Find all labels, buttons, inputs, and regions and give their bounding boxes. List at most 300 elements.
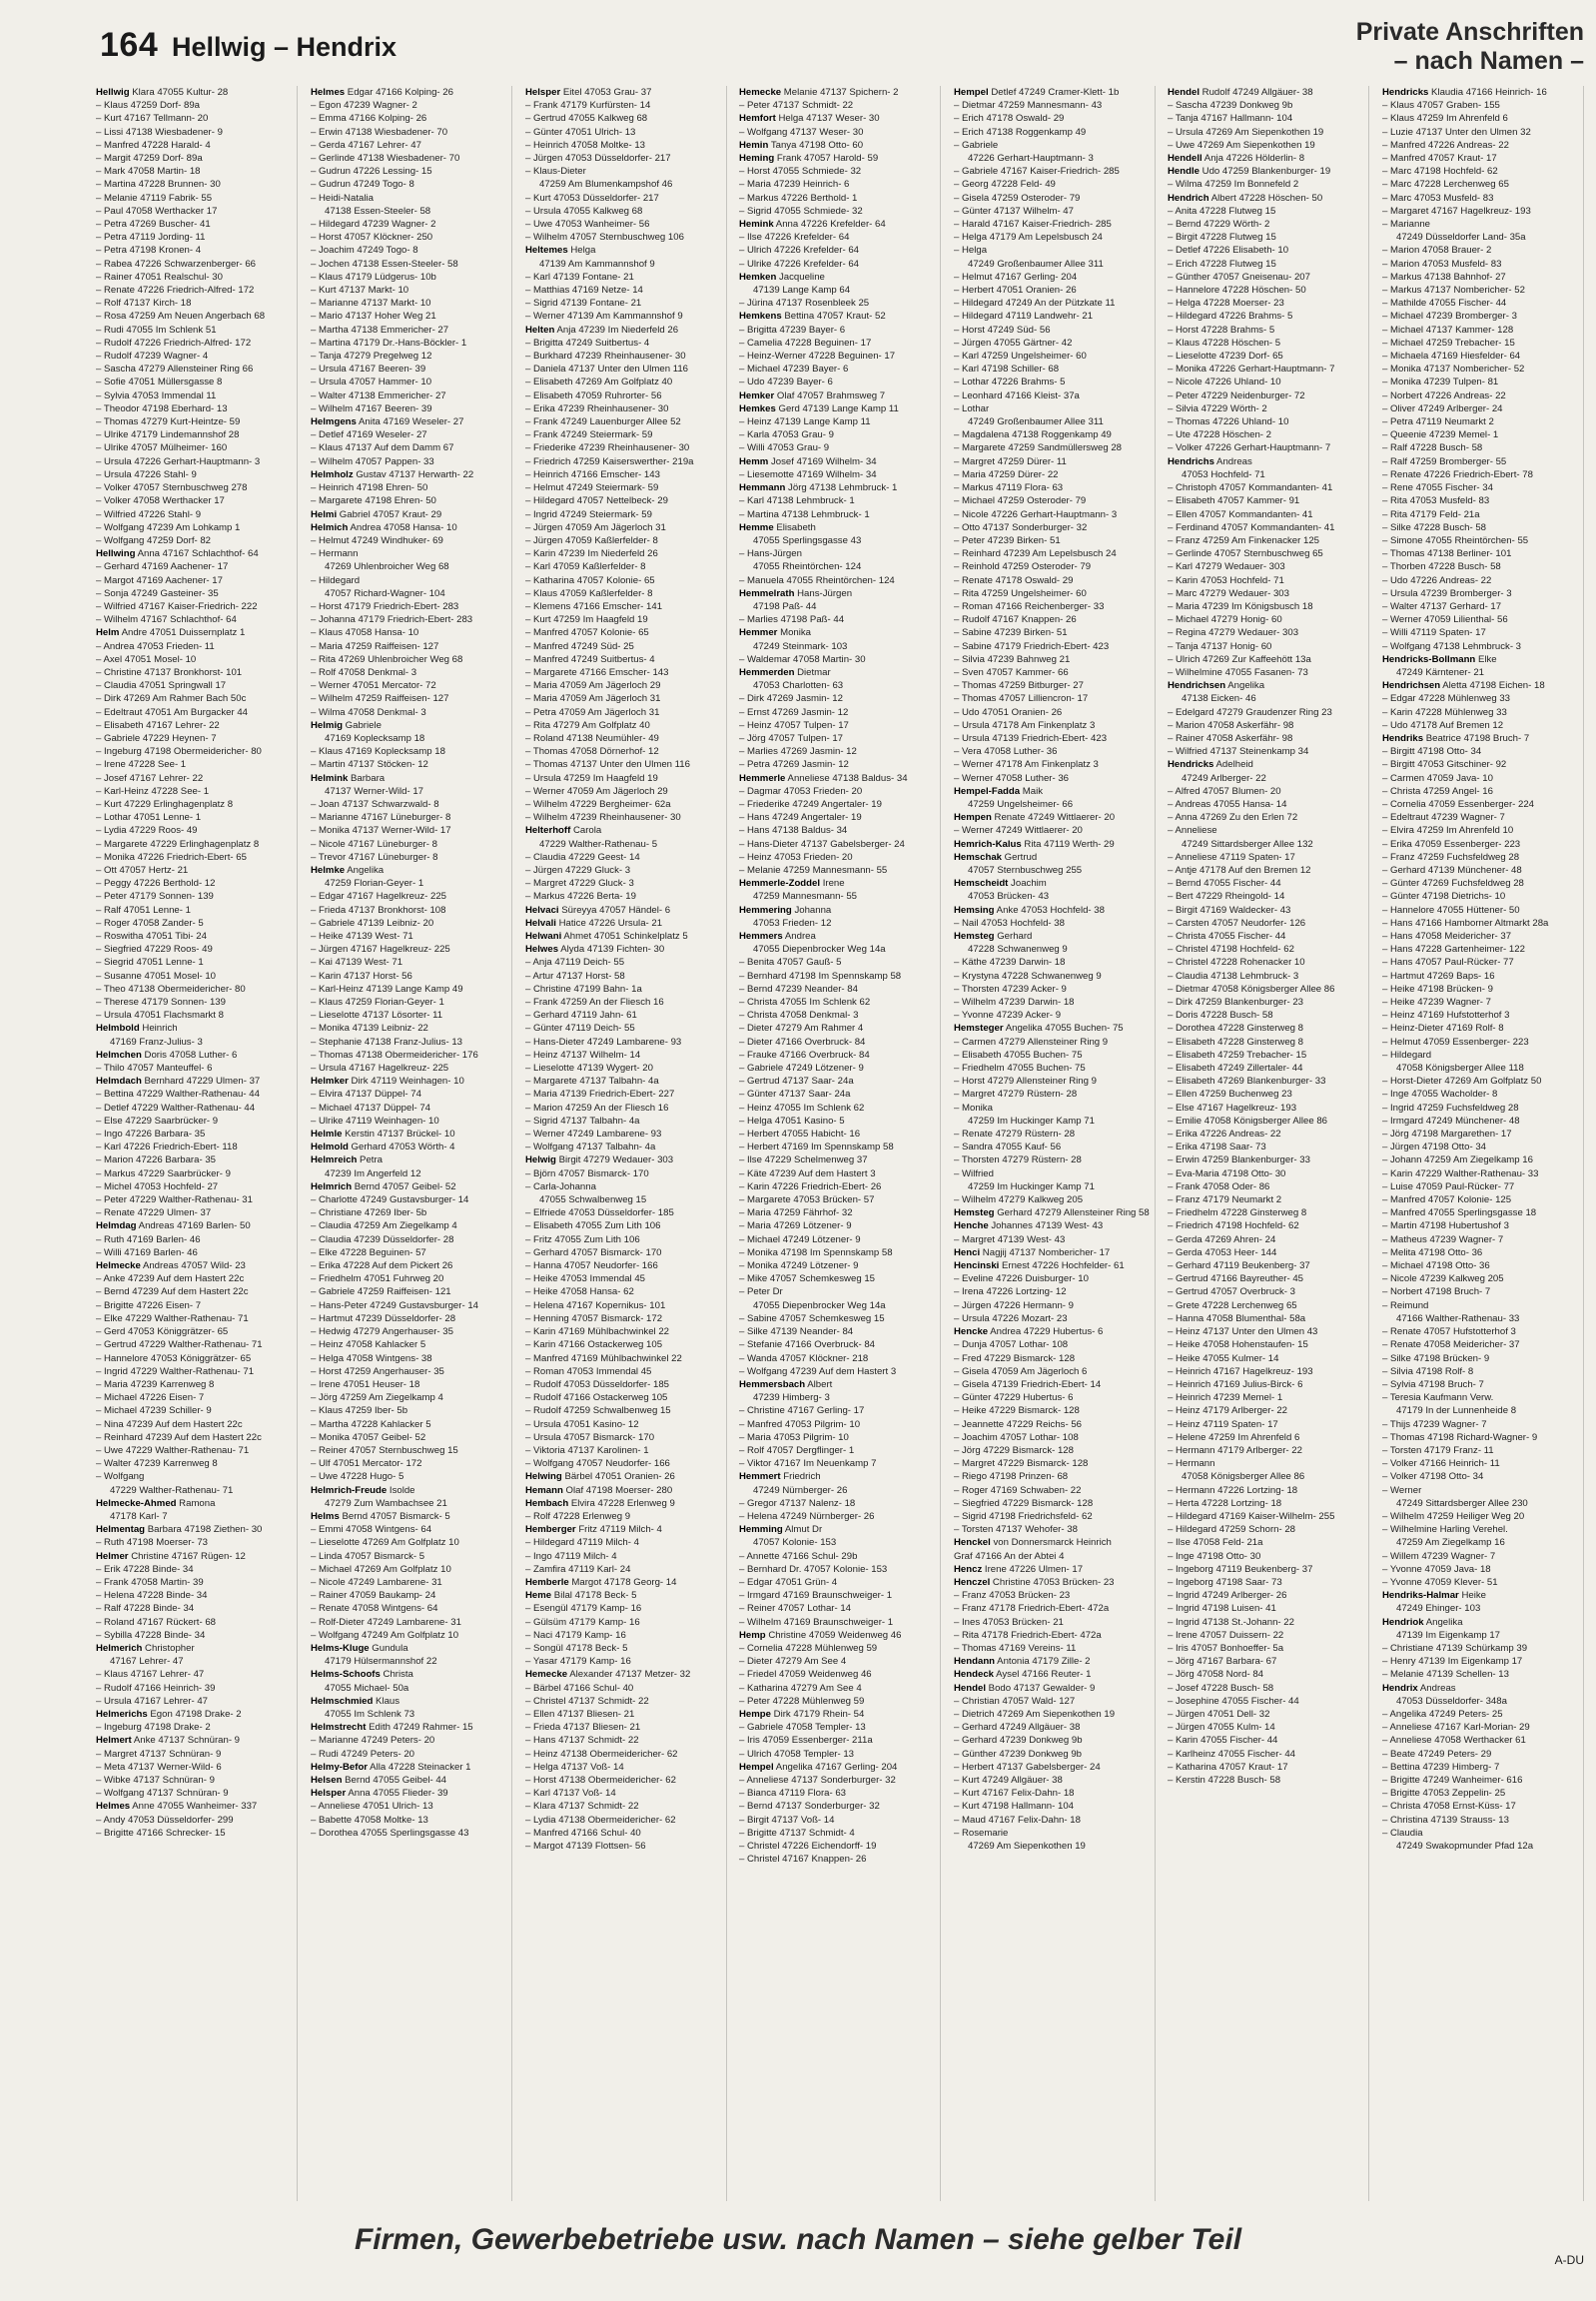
directory-entry: – Thomas 47279 Kurt-Heintze- 59: [96, 416, 241, 428]
directory-entry: – Theo 47138 Obermeidericher- 80: [96, 983, 246, 995]
directory-entry: 47279 Zum Wambachsee 21: [325, 1497, 447, 1509]
directory-entry: 47055 Schwalbenweg 15: [539, 1194, 647, 1206]
directory-entry: – Elisabeth 47269 Am Golfplatz 40: [525, 377, 673, 388]
directory-entry: Hemmann Jörg 47138 Lehmbruck- 1: [739, 482, 898, 494]
directory-entry: – Karl 47137 Voß- 14: [525, 1788, 616, 1800]
directory-entry: – Irene 47057 Duissern- 22: [1168, 1629, 1284, 1641]
directory-entry: – Melanie 47139 Schellen- 13: [1382, 1669, 1509, 1681]
directory-entry: – Emilie 47058 Königsberger Allee 86: [1168, 1115, 1328, 1127]
directory-entry: – Irmgard 47169 Braunschweiger- 1: [739, 1590, 893, 1602]
directory-entry: – Jeannette 47229 Reichs- 56: [954, 1418, 1083, 1430]
directory-entry: – Manfred 47228 Harald- 4: [96, 139, 211, 151]
directory-entry: – Jörg 47229 Bismarck- 128: [954, 1444, 1074, 1456]
directory-entry: – Karl 47226 Friedrich-Ebert- 118: [96, 1142, 238, 1153]
directory-entry: – Kurt 47198 Hallmann- 104: [954, 1801, 1074, 1813]
directory-entry: – Karin 47053 Hochfeld- 71: [1168, 574, 1284, 586]
directory-entry: – Bernhard 47198 Im Spennskamp 58: [739, 970, 902, 982]
directory-entry: – Klaus 47057 Graben- 155: [1382, 100, 1500, 112]
directory-entry: Hemmer Monika: [739, 627, 811, 639]
directory-entry: – Elisabeth 47269 Blankenburger- 33: [1168, 1076, 1326, 1088]
directory-entry: – Roland 47167 Rückert- 68: [96, 1616, 216, 1628]
directory-entry: – Michael 47226 Eisen- 7: [96, 1392, 205, 1404]
directory-entry: – Ingo 47119 Milch- 4: [525, 1550, 617, 1562]
directory-entry: – Ellen 47137 Bliesen- 21: [525, 1708, 635, 1720]
directory-entry: – Hartmut 47269 Baps- 16: [1382, 970, 1495, 982]
directory-entry: – Benita 47057 Gauß- 5: [739, 957, 842, 969]
directory-entry: – Günther 47239 Donkweg 9b: [954, 1748, 1083, 1760]
directory-entry: Henche Johannes 47139 West- 43: [954, 1220, 1104, 1232]
directory-entry: – Otto 47137 Sonderburger- 32: [954, 521, 1088, 533]
directory-entry: – Hildegard 47259 Schorn- 28: [1168, 1524, 1296, 1536]
directory-entry: – Hans 47057 Paul-Rücker- 77: [1382, 957, 1514, 969]
directory-entry: – Erika 47239 Rheinhausener- 30: [525, 402, 669, 414]
directory-entry: – Irene 47051 Heuser- 18: [311, 1378, 420, 1390]
directory-entry: – Nail 47053 Hochfeld- 38: [954, 917, 1065, 929]
directory-entry: – Günter 47137 Wilhelm- 47: [954, 205, 1074, 217]
directory-entry: Helmold Gerhard 47053 Wörth- 4: [311, 1142, 455, 1153]
directory-entry: – Wilhelm 47259 Raiffeisen- 127: [311, 693, 449, 705]
directory-entry: – Hans 47137 Schmidt- 22: [525, 1735, 639, 1747]
directory-entry: – Margarete 47053 Brücken- 57: [739, 1194, 875, 1206]
directory-entry: – Stefanie 47166 Overbruck- 84: [739, 1339, 875, 1351]
directory-entry: – Günter 47198 Dietrichs- 10: [1382, 891, 1506, 903]
directory-entry: – Michael 47269 Am Golfplatz 10: [311, 1563, 451, 1575]
directory-entry: – Ursula 47051 Flachsmarkt 8: [96, 1010, 224, 1022]
directory-entry: Helwes Alyda 47139 Fichten- 30: [525, 944, 665, 956]
directory-entry: – Brigitta 47249 Suitbertus- 4: [525, 337, 650, 349]
directory-entry: – Monika 47137 Werner-Wild- 17: [311, 825, 451, 837]
directory-entry: – Ursula 47226 Gerhart-Hauptmann- 3: [96, 455, 261, 467]
directory-entry: – Eva-Maria 47198 Otto- 30: [1168, 1167, 1286, 1179]
directory-entry: – Rita 47259 Ungelsheimer- 60: [954, 587, 1087, 599]
directory-entry: – Klaus 47259 Dorf- 89a: [96, 100, 200, 112]
directory-entry: – Ulrich 47226 Krefelder- 64: [739, 245, 859, 257]
directory-entry: – Dietrich 47269 Am Siepenkothen 19: [954, 1708, 1116, 1720]
directory-entry: – Dieter 47166 Overbruck- 84: [739, 1036, 866, 1048]
directory-entry: – Margit 47259 Dorf- 89a: [96, 153, 203, 165]
directory-entry: – Renate 47226 Friedrich-Ebert- 78: [1382, 468, 1533, 480]
directory-entry: – Elisabeth 47055 Buchen- 75: [954, 1049, 1083, 1061]
directory-entry: Hemm Josef 47169 Wilhelm- 34: [739, 455, 877, 467]
directory-entry: – Zamfira 47119 Karl- 24: [525, 1563, 631, 1575]
directory-entry: – Elisabeth 47259 Trebacher- 15: [1168, 1049, 1307, 1061]
directory-entry: – Frank 47058 Oder- 86: [1168, 1180, 1270, 1192]
directory-entry: – Friederike 47239 Rheinhausener- 30: [525, 442, 690, 454]
directory-entry: – Brigitte 47226 Eisen- 7: [96, 1299, 202, 1311]
directory-entry: – Michael 47279 Honig- 60: [1168, 614, 1282, 626]
directory-entry: – Reinhold 47259 Osteroder- 79: [954, 561, 1092, 573]
directory-entry: Helmig Gabriele: [311, 719, 382, 731]
section-title-line-1: Private Anschriften: [1355, 18, 1584, 46]
directory-entry: – Franz 47259 Fuchsfeldweg 28: [1382, 851, 1520, 863]
directory-entry: Hempel Detlef 47249 Cramer-Klett- 1b: [954, 87, 1120, 98]
directory-entry: Hemken Jacqueline: [739, 271, 825, 283]
directory-entry: – Viktoria 47137 Karolinen- 1: [525, 1444, 649, 1456]
directory-entry: – Jörg 47198 Margarethen- 17: [1382, 1129, 1512, 1141]
directory-entry: – Werner 47249 Wittlaerer- 20: [954, 825, 1083, 837]
directory-entry: – Cornelia 47059 Essenberger- 224: [1382, 798, 1535, 810]
directory-entry: – Lieselotte 47269 Am Golfplatz 10: [311, 1537, 459, 1549]
directory-entry: – Katharina 47279 Am See 4: [739, 1682, 862, 1694]
directory-entry: – Gertrud 47229 Walther-Rathenau- 71: [96, 1339, 263, 1351]
directory-entry: – Thilo 47057 Manteuffel- 6: [96, 1063, 213, 1075]
directory-entry: – Christiane 47269 Iber- 5b: [311, 1207, 427, 1219]
directory-entry: – Stephanie 47138 Franz-Julius- 13: [311, 1036, 462, 1048]
directory-entry: – Gudrun 47249 Togo- 8: [311, 179, 414, 191]
directory-entry: – Gertrud 47137 Saar- 24a: [739, 1076, 854, 1088]
directory-entry: – Maud 47167 Felix-Dahn- 18: [954, 1814, 1081, 1826]
directory-entry: Hemmerle-Zoddel Irene: [739, 878, 845, 890]
directory-entry: – Klaus 47167 Lehrer- 47: [96, 1669, 205, 1681]
directory-entry: 47169 Franz-Julius- 3: [110, 1036, 203, 1048]
directory-entry: – Günter 47229 Hubertus- 6: [954, 1392, 1074, 1404]
directory-entry: 47055 Michael- 50a: [325, 1682, 409, 1694]
directory-entry: – Silvia 47229 Wörth- 2: [1168, 402, 1267, 414]
directory-entry: 47249 Nürnberger- 26: [753, 1484, 848, 1496]
directory-entry: – Yvonne 47059 Java- 18: [1382, 1563, 1491, 1575]
directory-entry: – Burkhard 47239 Rheinhausener- 30: [525, 351, 686, 363]
directory-entry: – Wolfgang 47259 Dorf- 82: [96, 534, 212, 546]
directory-entry: – Tanja 47167 Hallmann- 104: [1168, 113, 1293, 125]
directory-entry: – Wolfgang 47138 Lehmbruck- 3: [1382, 640, 1522, 652]
directory-entry: – Monika 47198 Im Spennskamp 58: [739, 1246, 893, 1258]
directory-entry: – Lieselotte 47139 Wygert- 20: [525, 1063, 653, 1075]
directory-entry: – Rainer 47058 Askerfähr- 98: [1168, 732, 1293, 744]
directory-entry: – Volker 47198 Otto- 34: [1382, 1471, 1484, 1483]
directory-entry: – Eveline 47226 Duisburger- 10: [954, 1273, 1089, 1285]
directory-entry: – Maria 47059 Am Jägerloch 29: [525, 680, 661, 692]
directory-entry: Heltemes Helga: [525, 245, 596, 257]
directory-entry: – Manfred 47249 Süd- 25: [525, 640, 634, 652]
directory-entry: 47259 Am Ziegelkamp 16: [1396, 1537, 1505, 1549]
directory-entry: – Manfred 47169 Mühlbachwinkel 22: [525, 1352, 682, 1364]
directory-entry: – Christel 47198 Hochfeld- 62: [1168, 944, 1294, 956]
directory-entry: Helvaci Süreyya 47057 Händel- 6: [525, 904, 671, 916]
directory-entry: – Hans-Dieter 47249 Lambarene- 93: [525, 1036, 682, 1048]
directory-entry: – Egon 47239 Wagner- 2: [311, 100, 417, 112]
directory-entry: – Ilse 47058 Feld- 21a: [1168, 1537, 1263, 1549]
directory-entry: – Manfred 47166 Schul- 40: [525, 1827, 641, 1839]
directory-entry: – Bärbel 47166 Schul- 40: [525, 1682, 634, 1694]
directory-entry: 47229 Walther-Rathenau- 5: [539, 838, 658, 850]
directory-entry: – Hartmut 47239 Düsseldorfer- 28: [311, 1312, 456, 1324]
directory-entry: – Margot 47169 Aachener- 17: [96, 574, 223, 586]
directory-entry: – Klemens 47166 Emscher- 141: [525, 600, 663, 612]
directory-entry: – Michael 47259 Osteroder- 79: [954, 495, 1087, 507]
directory-entry: – Ingeborg 47119 Beukenberg- 37: [1168, 1563, 1313, 1575]
directory-entry: – Petra 47059 Am Jägerloch 31: [525, 706, 660, 718]
directory-entry: 47239 Himberg- 3: [753, 1392, 830, 1404]
directory-entry: – Rita 47269 Uhlenbroicher Weg 68: [311, 653, 463, 665]
directory-entry: – Renate 47229 Ulmen- 37: [96, 1207, 212, 1219]
directory-entry: – Friedel 47059 Weidenweg 46: [739, 1669, 872, 1681]
directory-entry: – Wilhelm 47259 Heiliger Weg 20: [1382, 1510, 1525, 1522]
directory-entry: – Walter 47137 Gerhard- 17: [1382, 600, 1502, 612]
directory-entry: – Heike 47198 Brücken- 9: [1382, 983, 1493, 995]
directory-entry: – Sigrid 47198 Friedrichsfeld- 62: [954, 1510, 1093, 1522]
directory-entry: – Bernd 47239 Auf dem Hastert 22c: [96, 1286, 249, 1298]
directory-entry: 47053 Hochfeld- 71: [1182, 468, 1265, 480]
directory-entry: – Uwe 47269 Am Siepenkothen 19: [1168, 139, 1315, 151]
directory-entry: – Liesemotte 47169 Wilhelm- 34: [739, 468, 877, 480]
directory-entry: – Heinz 47058 Kahlacker 5: [311, 1339, 426, 1351]
directory-entry: – Wolfgang 47249 Am Golfplatz 10: [311, 1629, 459, 1641]
directory-entry: – Roswitha 47051 Tibi- 24: [96, 931, 207, 942]
directory-entry: Hendrichsen Aletta 47198 Eichen- 18: [1382, 680, 1545, 692]
directory-entry: 47055 Diepenbrocker Weg 14a: [753, 944, 886, 956]
directory-entry: – Martha 47228 Kahlacker 5: [311, 1418, 431, 1430]
directory-entry: Hendricks Klaudia 47166 Heinrich- 16: [1382, 87, 1547, 98]
directory-entry: – Sylvia 47198 Bruch- 7: [1382, 1378, 1484, 1390]
directory-entry: – Volker 47057 Sternbuschweg 278: [96, 482, 248, 494]
directory-entry: – Rosemarie: [954, 1827, 1009, 1839]
directory-entry: – Marc 47279 Wedauer- 303: [1168, 587, 1289, 599]
directory-entry: – Margarete 47198 Ehren- 50: [311, 495, 436, 507]
directory-entry: – Irene 47228 See- 1: [96, 759, 187, 771]
directory-entry: – Elke 47228 Beguinen- 57: [311, 1246, 426, 1258]
directory-entry: – Axel 47051 Mosel- 10: [96, 653, 197, 665]
directory-entry: – Ulrike 47226 Krefelder- 64: [739, 258, 859, 270]
directory-entry: – Therese 47179 Sonnen- 139: [96, 997, 226, 1009]
directory-entry: – Bianca 47119 Flora- 63: [739, 1788, 847, 1800]
directory-entry: – Paul 47058 Werthacker 17: [96, 205, 218, 217]
directory-entry: 47139 Im Eigenkamp 17: [1396, 1629, 1500, 1641]
directory-entry: – Maria 47139 Friedrich-Ebert- 227: [525, 1089, 675, 1101]
directory-entry: Helmle Kerstin 47137 Brückel- 10: [311, 1129, 455, 1141]
directory-entry: – Simone 47055 Rheintörchen- 55: [1382, 534, 1529, 546]
directory-entry: – Frank 47179 Kurfürsten- 14: [525, 100, 651, 112]
directory-entry: Hemmering Johanna: [739, 904, 832, 916]
directory-entry: – Wolfgang 47239 Auf dem Hastert 3: [739, 1365, 897, 1377]
directory-entry: – Wilhelm 47239 Rheinhausener- 30: [525, 812, 681, 824]
directory-entry: – Yvonne 47239 Acker- 9: [954, 1010, 1062, 1022]
directory-entry: – Harald 47167 Kaiser-Friedrich- 285: [954, 219, 1112, 231]
name-range: Hellwig – Hendrix: [172, 32, 398, 62]
directory-entry: – Jürgen 47051 Dell- 32: [1168, 1708, 1270, 1720]
directory-entry: – Hildegard 47119 Milch- 4: [525, 1537, 639, 1549]
directory-entry: Hendell Anja 47226 Hölderlin- 8: [1168, 153, 1305, 165]
directory-entry: – Hermann: [311, 548, 359, 560]
directory-entry: – Iris 47059 Essenberger- 211a: [739, 1735, 873, 1747]
directory-entry: 47055 Sperlingsgasse 43: [753, 534, 862, 546]
directory-entry: – Karin 47169 Mühlbachwinkel 22: [525, 1326, 669, 1338]
directory-entry: – Bernhard Dr. 47057 Kolonie- 153: [739, 1563, 888, 1575]
directory-columns: [96, 86, 1588, 2201]
directory-entry: – Franz 47053 Brücken- 23: [954, 1590, 1071, 1602]
directory-entry: Hemscheidt Joachim: [954, 878, 1047, 890]
directory-entry: – Wilfried 47167 Kaiser-Friedrich- 222: [96, 600, 258, 612]
directory-entry: – Reiner 47057 Lothar- 14: [739, 1603, 852, 1615]
directory-entry: – Jürgen 47229 Gluck- 3: [525, 864, 631, 876]
directory-entry: Heming Frank 47057 Harold- 59: [739, 153, 879, 165]
directory-entry: – Iris 47057 Bonhoeffer- 5a: [1168, 1642, 1284, 1654]
directory-entry: – Friedhelm 47055 Buchen- 75: [954, 1063, 1086, 1075]
directory-entry: – Wolfgang 47137 Weser- 30: [739, 126, 864, 138]
directory-entry: – Rainer 47051 Realschul- 30: [96, 271, 223, 283]
directory-entry: – Markus 47226 Berthold- 1: [739, 192, 858, 204]
directory-entry: – Silke 47228 Busch- 58: [1382, 521, 1486, 533]
directory-entry: – Elisabeth 47228 Ginsterweg 8: [1168, 1036, 1303, 1048]
directory-entry: – Marlies 47269 Jasmin- 12: [739, 746, 857, 758]
directory-entry: – Margarete 47229 Erlinghagenplatz 8: [96, 838, 260, 850]
directory-entry: – Heinz-Werner 47228 Beguinen- 17: [739, 351, 896, 363]
directory-entry: – Jörg 47167 Barbara- 67: [1168, 1656, 1277, 1668]
directory-entry: Helmke Angelika: [311, 864, 385, 876]
directory-entry: Hemker Olaf 47057 Brahmsweg 7: [739, 389, 886, 401]
directory-entry: – Herta 47228 Lortzing- 18: [1168, 1497, 1282, 1509]
directory-entry: – Jörg 47058 Nord- 84: [1168, 1669, 1263, 1681]
directory-entry: – Susanne 47051 Mosel- 10: [96, 970, 217, 982]
directory-entry: – Riego 47198 Prinzen- 68: [954, 1471, 1069, 1483]
directory-entry: – Brigitte 47249 Wanheimer- 616: [1382, 1775, 1523, 1786]
directory-entry: – Elisabeth 47167 Lehrer- 22: [96, 719, 220, 731]
directory-entry: – Bernd 47137 Sonderburger- 32: [739, 1801, 880, 1813]
directory-entry: – Gerda 47053 Heer- 144: [1168, 1246, 1277, 1258]
directory-entry: – Hildegard 47249 An der Pützkate 11: [954, 298, 1116, 310]
directory-entry: Hendrichsen Angelika: [1168, 680, 1265, 692]
directory-entry: Hemmers Andrea: [739, 931, 816, 942]
directory-entry: – Markus 47226 Berta- 19: [525, 891, 636, 903]
directory-entry: – Reimund: [1382, 1299, 1429, 1311]
directory-entry: – Anneliese 47137 Sonderburger- 32: [739, 1775, 896, 1786]
directory-entry: – Rolf 47057 Dergflinger- 1: [739, 1444, 855, 1456]
directory-entry: – Maria 47269 Lötzener- 9: [739, 1220, 852, 1232]
directory-entry: – Marianne 47167 Lüneburger- 8: [311, 812, 451, 824]
directory-entry: – Heinz 47053 Frieden- 20: [739, 851, 853, 863]
directory-entry: 47249 Arlberger- 22: [1182, 772, 1266, 784]
directory-entry: – Rolf-Dieter 47249 Lambarene- 31: [311, 1616, 461, 1628]
directory-entry: – Martina 47138 Lehmbruck- 1: [739, 508, 870, 520]
directory-entry: 47138 Essen-Steeler- 58: [325, 205, 431, 217]
directory-entry: – Helena 47249 Nürnberger- 26: [739, 1510, 875, 1522]
directory-entry: – Rudi 47249 Peters- 20: [311, 1748, 414, 1760]
directory-entry: – Cornelia 47228 Mühlenweg 59: [739, 1642, 878, 1654]
directory-entry: – Leonhard 47166 Kleist- 37a: [954, 389, 1080, 401]
directory-entry: – Maria 47239 Im Königsbusch 18: [1168, 600, 1313, 612]
directory-entry: – Frank 47058 Martin- 39: [96, 1576, 204, 1588]
directory-entry: – Claudia 47239 Düsseldorfer- 28: [311, 1233, 454, 1245]
directory-entry: Helm Andre 47051 Duissernplatz 1: [96, 627, 246, 639]
directory-column-5: [954, 86, 1156, 2201]
directory-entry: – Marion 47058 Askerfähr- 98: [1168, 719, 1294, 731]
directory-entry: Hemming Almut Dr: [739, 1524, 823, 1536]
directory-entry: Helmdach Bernhard 47229 Ulmen- 37: [96, 1076, 261, 1088]
directory-entry: – Michael 47198 Otto- 36: [1382, 1260, 1490, 1272]
directory-entry: – Edgar 47167 Hagelkreuz- 225: [311, 891, 447, 903]
directory-entry: – Michael 47239 Bayer- 6: [739, 364, 849, 376]
directory-entry: – Horst 47228 Brahms- 5: [1168, 324, 1275, 336]
directory-entry: – Brigitta 47239 Bayer- 6: [739, 324, 846, 336]
directory-entry: – Rudolf 47259 Schwalbenweg 15: [525, 1405, 671, 1417]
directory-entry: 47249 Swakopmunder Pfad 12a: [1396, 1841, 1534, 1853]
directory-entry: – Michael 47259 Trebacher- 15: [1382, 337, 1515, 349]
directory-entry: – Heinz 47139 Lange Kamp 11: [739, 416, 871, 428]
directory-entry: Helms-Kluge Gundula: [311, 1642, 408, 1654]
directory-entry: – Silvia 47198 Rolf- 8: [1382, 1365, 1474, 1377]
directory-entry: – Ruth 47198 Moerser- 73: [96, 1537, 208, 1549]
directory-entry: – Hans 47228 Gartenheimer- 122: [1382, 944, 1525, 956]
directory-entry: – Michael 47137 Düppel- 74: [311, 1102, 431, 1114]
directory-entry: – Ursula 47139 Friedrich-Ebert- 423: [954, 732, 1108, 744]
directory-entry: – Karin 47055 Fischer- 44: [1168, 1735, 1278, 1747]
directory-entry: – Ursula 47167 Beeren- 39: [311, 364, 426, 376]
directory-entry: – Wilfried 47226 Stahl- 9: [96, 508, 202, 520]
directory-entry: – Gudrun 47226 Lessing- 15: [311, 166, 432, 178]
directory-entry: – Dorothea 47055 Sperlingsgasse 43: [311, 1827, 469, 1839]
directory-entry: – Christian 47057 Wald- 127: [954, 1695, 1076, 1707]
directory-entry: – Rolf 47058 Denkmal- 3: [311, 666, 417, 678]
directory-entry: – Vera 47058 Luther- 36: [954, 746, 1058, 758]
directory-entry: – Peter 47137 Schmidt- 22: [739, 100, 854, 112]
directory-entry: – Christel 47137 Schmidt- 22: [525, 1695, 649, 1707]
directory-entry: – Hanna 47057 Neudorfer- 166: [525, 1260, 658, 1272]
directory-entry: – Klaus 47169 Koplecksamp 18: [311, 746, 445, 758]
directory-entry: – Manfred 47053 Pilgrim- 10: [739, 1418, 861, 1430]
directory-entry: Hellwig Klara 47055 Kultur- 28: [96, 87, 229, 98]
directory-entry: – Viktor 47167 Im Neuenkamp 7: [739, 1458, 877, 1470]
directory-entry: – Ellen 47259 Buchenweg 23: [1168, 1089, 1292, 1101]
directory-entry: 47166 Walther-Rathenau- 33: [1396, 1312, 1520, 1324]
directory-entry: – Monika 47139 Leibniz- 22: [311, 1023, 428, 1035]
directory-entry: – Renate 47058 Wintgens- 64: [311, 1603, 438, 1615]
directory-entry: – Melanie 47119 Fabrik- 55: [96, 192, 213, 204]
directory-entry: – Birgitt 47198 Otto- 34: [1382, 746, 1482, 758]
directory-entry: – Matthias 47169 Netze- 14: [525, 285, 643, 297]
directory-entry: 47139 Am Kammannshof 9: [539, 258, 655, 270]
directory-entry: – Renate 47058 Meidericher- 37: [1382, 1339, 1520, 1351]
directory-entry: – Wolfgang 47239 Am Lohkamp 1: [96, 521, 241, 533]
directory-entry: Helmgens Anita 47169 Weseler- 27: [311, 416, 464, 428]
directory-entry: – Hans 47138 Baldus- 34: [739, 825, 848, 837]
directory-entry: – Nicole 47249 Lambarene- 31: [311, 1576, 442, 1588]
directory-entry: – Detlef 47169 Weseler- 27: [311, 429, 427, 441]
directory-entry: – Elisabeth 47057 Kammer- 91: [1168, 495, 1300, 507]
directory-entry: Hemkens Bettina 47057 Kraut- 52: [739, 311, 886, 323]
directory-entry: – Klaus 47259 Im Ahrenfeld 6: [1382, 113, 1508, 125]
directory-entry: – Ulrich 47058 Templer- 13: [739, 1748, 855, 1760]
directory-entry: – Christine 47137 Bronkhorst- 101: [96, 666, 243, 678]
directory-entry: – Andreas 47055 Hansa- 14: [1168, 798, 1287, 810]
directory-entry: – Margret 47259 Dürer- 11: [954, 455, 1067, 467]
directory-entry: – Anneliese 47058 Werthacker 61: [1382, 1735, 1526, 1747]
directory-entry: 47058 Königsberger Allee 86: [1182, 1471, 1305, 1483]
directory-entry: – Birgit 47169 Waldecker- 43: [1168, 904, 1291, 916]
directory-entry: – Anke 47239 Auf dem Hastert 22c: [96, 1273, 245, 1285]
directory-entry: 47055 Rheintörchen- 124: [753, 561, 862, 573]
directory-entry: – Luise 47059 Paul-Rücker- 77: [1382, 1180, 1515, 1192]
directory-entry: – Gerhard 47119 Jahn- 61: [525, 1010, 637, 1022]
directory-entry: Helmentag Barbara 47198 Ziethen- 30: [96, 1524, 263, 1536]
directory-entry: – Christa 47259 Angel- 16: [1382, 785, 1493, 797]
directory-entry: – Wilhelm 47239 Darwin- 18: [954, 997, 1075, 1009]
directory-entry: – Ulf 47051 Mercator- 172: [311, 1458, 422, 1470]
directory-entry: – Maria 47059 Am Jägerloch 31: [525, 693, 661, 705]
directory-entry: 47058 Königsberger Allee 118: [1396, 1063, 1524, 1075]
directory-entry: Hembach Elvira 47228 Erlenweg 9: [525, 1497, 675, 1509]
directory-entry: – Klaus 47059 Kaßlerfelder- 8: [525, 587, 653, 599]
directory-entry: – Petra 47119 Jording- 11: [96, 232, 206, 244]
directory-entry: Hemmerle Anneliese 47138 Baldus- 34: [739, 772, 908, 784]
directory-entry: – Mark 47058 Martin- 18: [96, 166, 201, 178]
directory-entry: 47053 Brücken- 43: [968, 891, 1050, 903]
directory-entry: – Friedrich 47198 Hochfeld- 62: [1168, 1220, 1299, 1232]
directory-entry: – Klaus 47228 Höschen- 5: [1168, 337, 1281, 349]
directory-entry: – Klaus 47058 Hansa- 10: [311, 627, 419, 639]
directory-entry: – Willi 47119 Spaten- 17: [1382, 627, 1486, 639]
directory-entry: – Peter 47229 Neidenburger- 72: [1168, 389, 1305, 401]
directory-entry: – Anneliese 47119 Spaten- 17: [1168, 851, 1295, 863]
directory-entry: – Wolfgang: [96, 1471, 145, 1483]
